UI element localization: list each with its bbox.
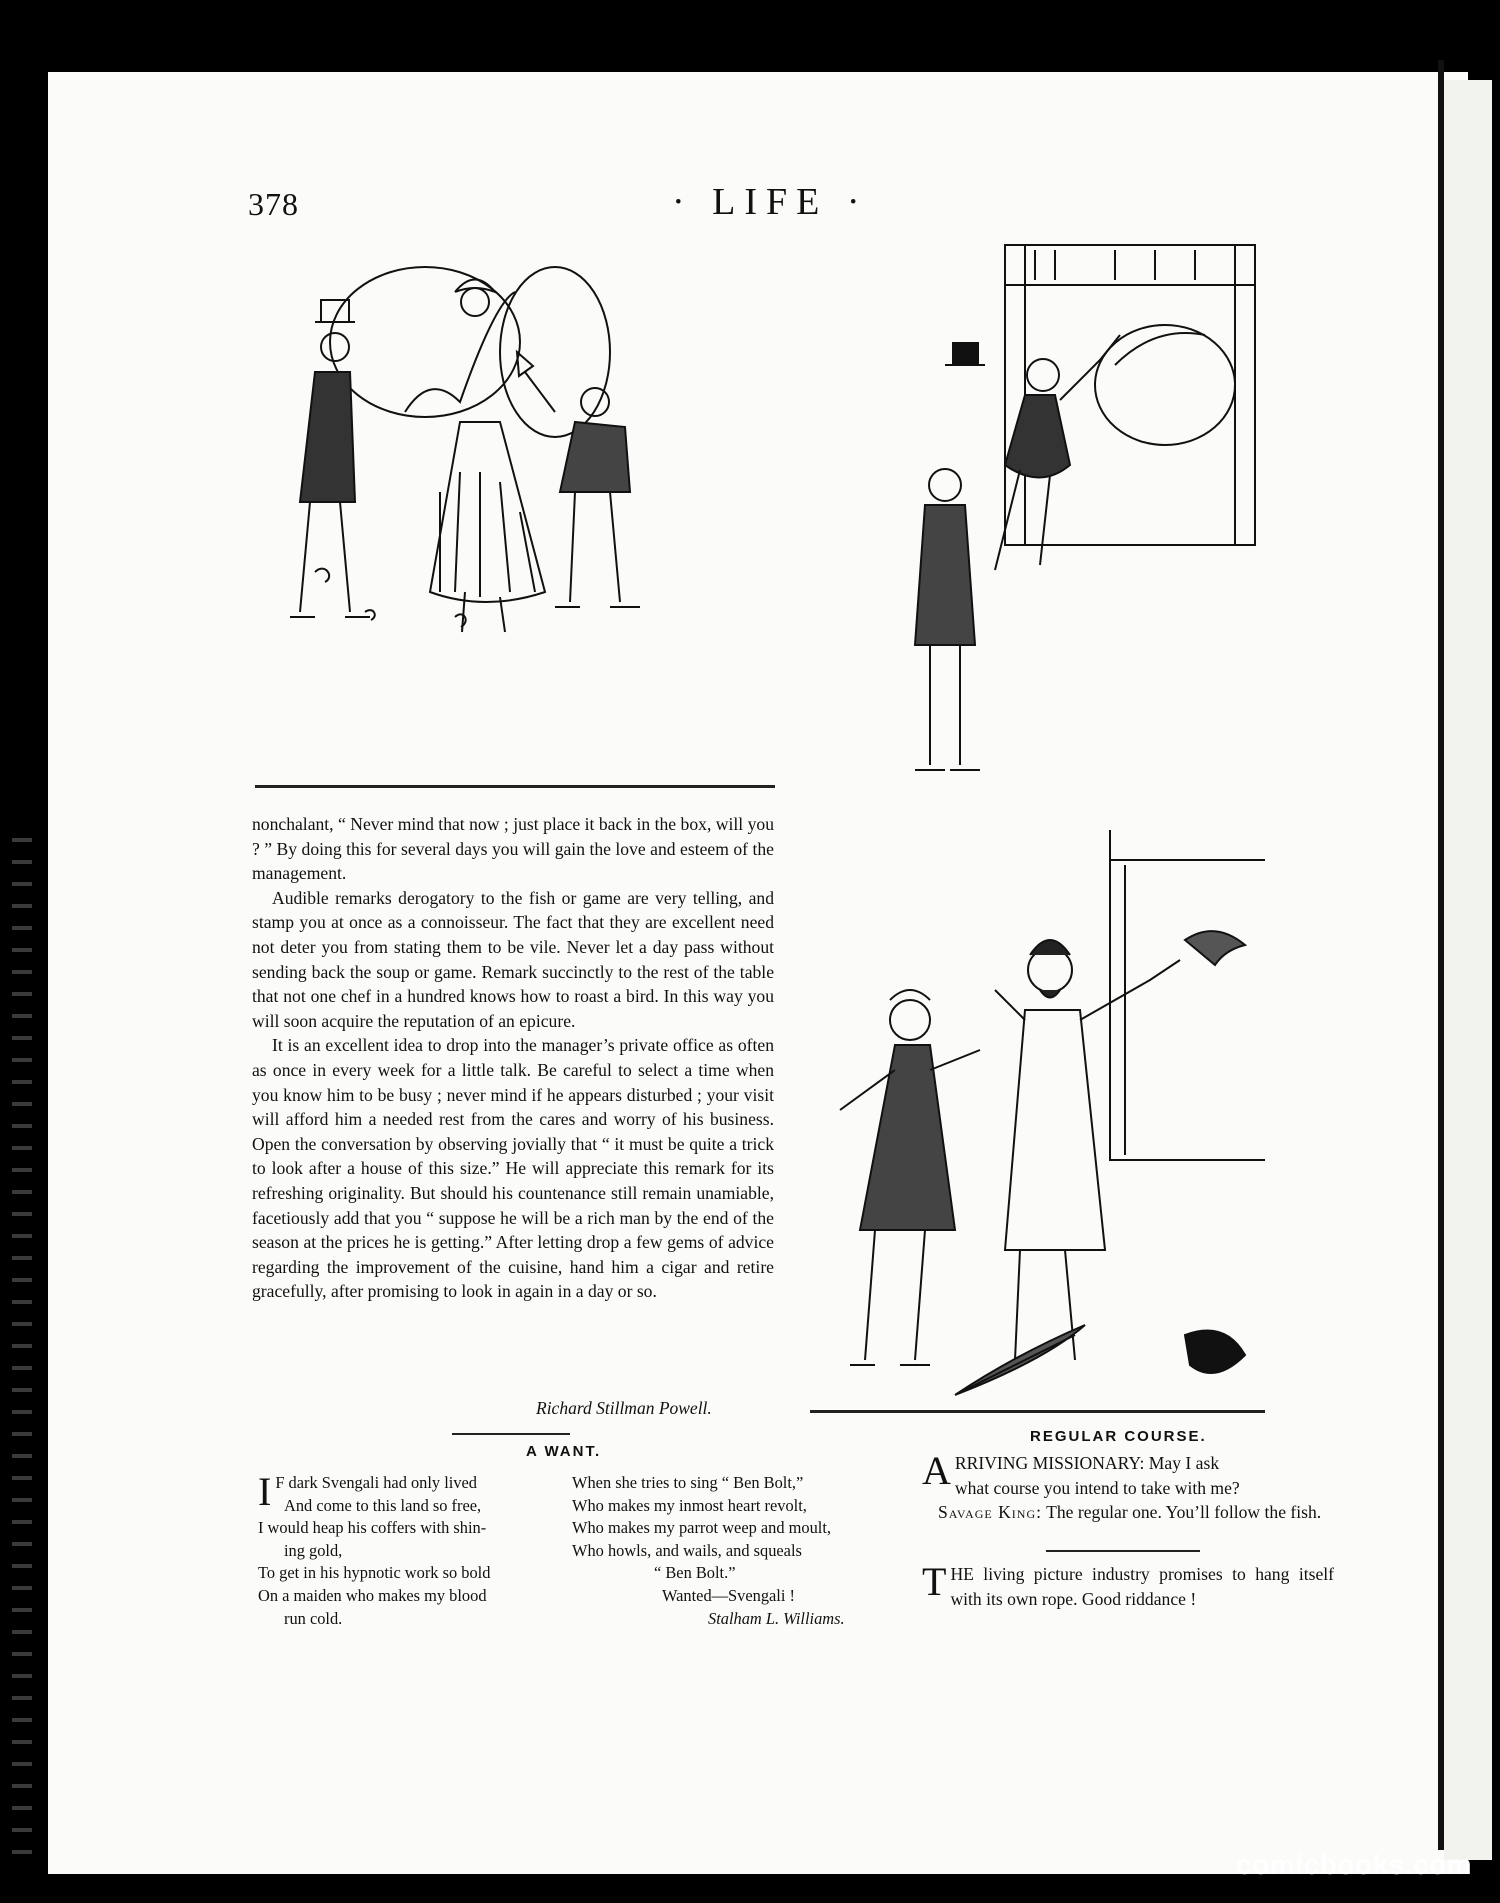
squib-dropcap: T: [922, 1559, 947, 1604]
section-divider-rule: [1046, 1550, 1200, 1552]
poem-line: Who makes my parrot weep and moult,: [572, 1518, 831, 1538]
article-paragraph: Audible remarks derogatory to the fish or game are very telling, and stamp you at once as a connoisseur. The fact that they are excellent need not deter you from stating them to be vile. Never let a day pass without sending back the soup or game. Remark succinctly to the rest of the table that not one chef in a hundred knows how to roast a bird. In this way you will soon acquire the reputation of an epicure.: [252, 887, 774, 1031]
masthead-title: · LIFE ·: [672, 181, 869, 223]
poem-line: And come to this land so free,: [284, 1495, 482, 1515]
poem-line: When she tries to sing “ Ben Bolt,”: [572, 1473, 804, 1492]
poem-author: Stalham L. Williams.: [708, 1608, 845, 1628]
squib-line: what course you intend to take with me?: [954, 1477, 1240, 1498]
squib-text: HE living picture industry promises to hang itself with its own rope. Good riddance !: [950, 1564, 1334, 1609]
cartoon-illustration-window-leap: [855, 225, 1285, 830]
poem-line: On a maiden who makes my blood: [258, 1585, 487, 1605]
illustration-divider-rule: [810, 1410, 1265, 1413]
article-author: Richard Stillman Powell.: [536, 1398, 712, 1418]
poem-line: run cold.: [284, 1608, 343, 1628]
page-number: 378: [248, 186, 299, 222]
squib-speaker: Savage King:: [938, 1502, 1043, 1523]
article-paragraph: nonchalant, “ Never mind that now ; just place it back in the box, will you ? ” By doing this for several days you will gain the love and esteem of the management.: [252, 814, 774, 884]
site-watermark: comicbooks.com: [1236, 1849, 1472, 1880]
facing-page-edge: [1444, 80, 1492, 1860]
cartoon-illustration-startled-man: [805, 830, 1265, 1410]
poem-line: To get in his hypnotic work so bold: [258, 1563, 491, 1583]
poem-line: I would heap his coffers with shin-: [258, 1518, 487, 1538]
squib-living-picture: [922, 1559, 1334, 1611]
squib-dropcap: A: [922, 1448, 951, 1493]
poem-column-1: [258, 1469, 558, 1630]
poem-dropcap: I: [258, 1469, 272, 1514]
squib-title-regular-course: REGULAR COURSE.: [1030, 1428, 1207, 1445]
squib-line: The regular one. You’ll follow the fish.: [1046, 1502, 1322, 1523]
illustration-divider-rule: [255, 785, 775, 788]
poem-title: A WANT.: [526, 1443, 602, 1460]
poem-line: Who howls, and wails, and squeals: [572, 1540, 802, 1560]
poem-column-2: [572, 1472, 892, 1630]
article-paragraph: It is an excellent idea to drop into the manager’s private office as often as once in every week for a little talk. Be careful to select a time when you know him to be busy ; never mind if he appears disturbed ; your visit will afford him a needed rest from the cares and worry of his business. Open the conversation by observing jovially that “ it must be quite a trick to look after a house of this size.” He will appreciate this remark for its refreshing originality. But should his countenance still remain unamiable, facetiously add that you “ suppose he will be a rich man by the end of the season at the prices he is getting.” After letting drop a few gems of advice regarding the improvement of the cuisine, hand him a cigar and retire gracefully, after promising to look in again in a day or so.: [252, 1035, 774, 1302]
poem-line: ing gold,: [284, 1540, 343, 1560]
poem-line: Who makes my inmost heart revolt,: [572, 1495, 807, 1515]
section-divider-rule: [452, 1433, 570, 1435]
squib-regular-course: [922, 1448, 1334, 1525]
cartoon-illustration-lady-sleeves: [255, 262, 775, 772]
poem-line: Wanted—Svengali !: [662, 1585, 795, 1605]
binding-edge: [12, 820, 32, 1870]
squib-line: RRIVING MISSIONARY: May I ask: [954, 1453, 1220, 1473]
poem-line: “ Ben Bolt.”: [654, 1563, 736, 1583]
article-column: [252, 812, 774, 1304]
poem-line: F dark Svengali had only lived: [275, 1473, 477, 1492]
